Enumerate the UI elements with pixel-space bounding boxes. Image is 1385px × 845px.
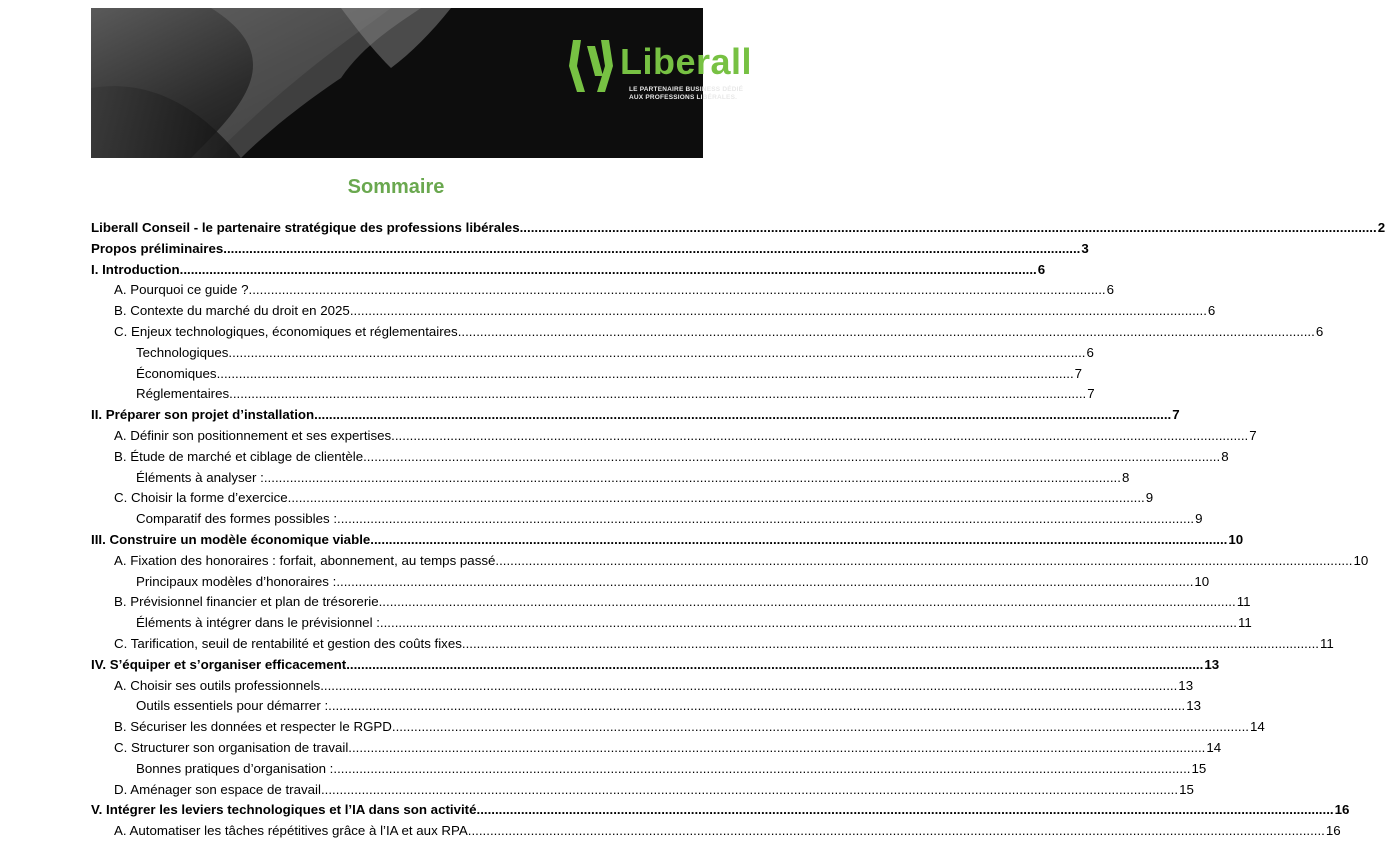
- toc-leader-dots: [229, 384, 1086, 405]
- toc-leader-dots: [477, 800, 1334, 821]
- toc-entry[interactable]: [91, 447, 1229, 468]
- toc-leader-dots: [249, 280, 1106, 301]
- toc-entry[interactable]: [91, 488, 1154, 509]
- toc-leader-dots: [468, 821, 1325, 842]
- toc-entry[interactable]: [91, 738, 1222, 759]
- toc-entry-title: Réglementaires: [136, 386, 230, 402]
- toc-leader-dots: [520, 218, 1377, 239]
- toc-entry[interactable]: [91, 280, 1115, 301]
- toc-entry-page: 6: [1207, 303, 1216, 319]
- page-title: Sommaire: [347, 176, 445, 198]
- toc-entry-page: 9: [1195, 511, 1203, 527]
- brand-tagline: [629, 86, 743, 102]
- toc-entry-page: 14: [1249, 719, 1265, 735]
- table-of-contents: [91, 218, 1385, 842]
- toc-entry-page: 6: [1315, 323, 1324, 339]
- toc-entry[interactable]: [91, 530, 1244, 551]
- toc-entry-page: 11: [1319, 635, 1334, 651]
- toc-entry[interactable]: [91, 696, 1202, 717]
- toc-entry-page: 11: [1236, 594, 1251, 610]
- toc-entry-page: 16: [1334, 802, 1350, 818]
- toc-entry[interactable]: [91, 780, 1194, 801]
- toc-leader-dots: [346, 655, 1203, 676]
- brand-tagline-line-1: LE PARTENAIRE BUSINESS DÉDIÉ: [629, 86, 744, 93]
- liberall-logo-mark-icon: [565, 36, 617, 96]
- toc-entry-title: A. Choisir ses outils professionnels: [114, 677, 321, 693]
- toc-leader-dots: [379, 592, 1236, 613]
- toc-entry[interactable]: [91, 405, 1180, 426]
- toc-entry-title: A. Définir son positionnement et ses expertises: [114, 427, 392, 443]
- toc-entry-title: Propos préliminaires: [91, 240, 224, 256]
- toc-entry[interactable]: [91, 301, 1216, 322]
- toc-entry[interactable]: [91, 426, 1257, 447]
- toc-entry[interactable]: [91, 717, 1265, 738]
- toc-entry-title: A. Fixation des honoraires : forfait, abonnement, au temps passé: [114, 552, 496, 568]
- toc-entry-title: V. Intégrer les leviers technologiques et l’IA dans son activité: [91, 802, 477, 818]
- toc-leader-dots: [228, 343, 1085, 364]
- toc-leader-dots: [391, 426, 1248, 447]
- toc-entry-page: 13: [1186, 698, 1202, 714]
- toc-entry-title: Liberall Conseil - le partenaire stratégique des professions libérales: [91, 220, 520, 235]
- toc-entry-page: 10: [1194, 573, 1210, 589]
- toc-entry-title: Outils essentiels pour démarrer :: [136, 698, 329, 714]
- toc-entry-page: 2: [1377, 220, 1385, 235]
- toc-entry-page: 6: [1106, 282, 1115, 298]
- toc-entry-page: 7: [1074, 365, 1083, 381]
- toc-entry[interactable]: [91, 322, 1324, 343]
- toc-entry-title: Économiques: [136, 365, 217, 381]
- toc-leader-dots: [370, 530, 1227, 551]
- toc-entry-title: Principaux modèles d’honoraires :: [136, 573, 337, 589]
- toc-entry[interactable]: [91, 260, 1046, 281]
- toc-entry[interactable]: [91, 759, 1207, 780]
- toc-leader-dots: [288, 488, 1145, 509]
- toc-entry-title: IV. S’équiper et s’organiser efficacement: [91, 656, 347, 672]
- toc-entry-page: 7: [1172, 407, 1180, 423]
- toc-entry-title: B. Prévisionnel financier et plan de trésorerie: [114, 594, 379, 610]
- toc-entry[interactable]: [91, 343, 1094, 364]
- toc-entry-page: 15: [1191, 760, 1207, 776]
- toc-leader-dots: [217, 364, 1074, 385]
- toc-leader-dots: [458, 322, 1315, 343]
- toc-leader-dots: [320, 676, 1177, 697]
- toc-leader-dots: [180, 260, 1037, 281]
- toc-leader-dots: [321, 780, 1178, 801]
- toc-leader-dots: [328, 696, 1185, 717]
- toc-entry[interactable]: [91, 572, 1210, 593]
- toc-entry-page: 15: [1179, 781, 1194, 797]
- toc-entry-title: C. Structurer son organisation de travail: [114, 739, 349, 755]
- toc-entry[interactable]: [91, 218, 1385, 239]
- toc-entry-title: B. Étude de marché et ciblage de clientèle: [114, 448, 364, 464]
- toc-entry-title: III. Construire un modèle économique viable: [91, 531, 371, 547]
- toc-entry-page: 14: [1206, 739, 1222, 755]
- toc-entry-title: C. Choisir la forme d’exercice: [114, 490, 288, 506]
- toc-entry[interactable]: [91, 364, 1083, 385]
- brand-tagline-line-2: AUX PROFESSIONS LIBÉRALES.: [629, 94, 738, 101]
- toc-entry-page: 8: [1221, 448, 1229, 464]
- toc-leader-dots: [392, 717, 1249, 738]
- toc-leader-dots: [495, 551, 1352, 572]
- toc-entry-title: A. Automatiser les tâches répétitives grâce à l’IA et aux RPA: [114, 823, 468, 839]
- toc-leader-dots: [380, 613, 1237, 634]
- toc-entry-title: Éléments à intégrer dans le prévisionnel :: [136, 615, 380, 631]
- toc-entry-title: Éléments à analyser :: [136, 469, 264, 485]
- toc-entry[interactable]: [91, 613, 1252, 634]
- toc-entry-title: B. Contexte du marché du droit en 2025: [114, 303, 350, 319]
- toc-entry-page: 8: [1121, 469, 1130, 485]
- toc-leader-dots: [462, 634, 1319, 655]
- toc-entry-title: C. Enjeux technologiques, économiques et réglementaires: [114, 323, 458, 339]
- toc-entry[interactable]: [91, 676, 1194, 697]
- brand-name: Liberall: [620, 41, 753, 82]
- toc-leader-dots: [363, 447, 1220, 468]
- toc-entry-title: Technologiques: [136, 344, 229, 360]
- toc-entry-page: 3: [1081, 240, 1089, 256]
- toc-entry[interactable]: [91, 821, 1341, 842]
- toc-entry-page: 7: [1249, 427, 1257, 443]
- toc-entry[interactable]: [91, 239, 1089, 260]
- toc-entry[interactable]: [91, 551, 1369, 572]
- liberall-logo: [563, 30, 763, 110]
- toc-leader-dots: [264, 468, 1121, 489]
- toc-entry-page: 16: [1325, 823, 1341, 839]
- toc-entry-title: C. Tarification, seuil de rentabilité et gestion des coûts fixes: [114, 635, 462, 651]
- toc-entry-title: I. Introduction: [91, 261, 180, 277]
- toc-leader-dots: [337, 509, 1194, 530]
- toc-leader-dots: [336, 572, 1193, 593]
- toc-entry-page: 13: [1204, 656, 1220, 672]
- toc-entry[interactable]: [91, 800, 1350, 821]
- toc-entry[interactable]: [91, 509, 1203, 530]
- toc-entry[interactable]: [91, 384, 1095, 405]
- toc-entry-title: B. Sécuriser les données et respecter le RGPD: [114, 719, 392, 735]
- toc-entry[interactable]: [91, 592, 1251, 613]
- toc-leader-dots: [348, 738, 1205, 759]
- toc-entry-title: II. Préparer son projet d’installation: [91, 407, 315, 423]
- toc-entry-page: 13: [1178, 677, 1194, 693]
- toc-entry-page: 10: [1228, 531, 1244, 547]
- toc-entry[interactable]: [91, 468, 1130, 489]
- toc-leader-dots: [223, 239, 1080, 260]
- toc-entry-page: 11: [1238, 615, 1252, 631]
- header-banner: [91, 8, 753, 158]
- toc-entry-title: Comparatif des formes possibles :: [136, 511, 338, 527]
- toc-entry-title: D. Aménager son espace de travail: [114, 781, 321, 797]
- toc-leader-dots: [350, 301, 1207, 322]
- toc-entry-page: 6: [1037, 261, 1046, 277]
- toc-entry[interactable]: [91, 655, 1220, 676]
- toc-entry-page: 6: [1086, 344, 1094, 360]
- toc-entry-page: 7: [1087, 386, 1095, 402]
- toc-leader-dots: [333, 759, 1190, 780]
- toc-entry[interactable]: [91, 634, 1334, 655]
- toc-entry-title: Bonnes pratiques d’organisation :: [136, 760, 334, 776]
- toc-leader-dots: [314, 405, 1171, 426]
- toc-entry-page: 10: [1353, 552, 1369, 568]
- toc-entry-title: A. Pourquoi ce guide ?: [114, 282, 249, 298]
- toc-entry-page: 9: [1145, 490, 1154, 506]
